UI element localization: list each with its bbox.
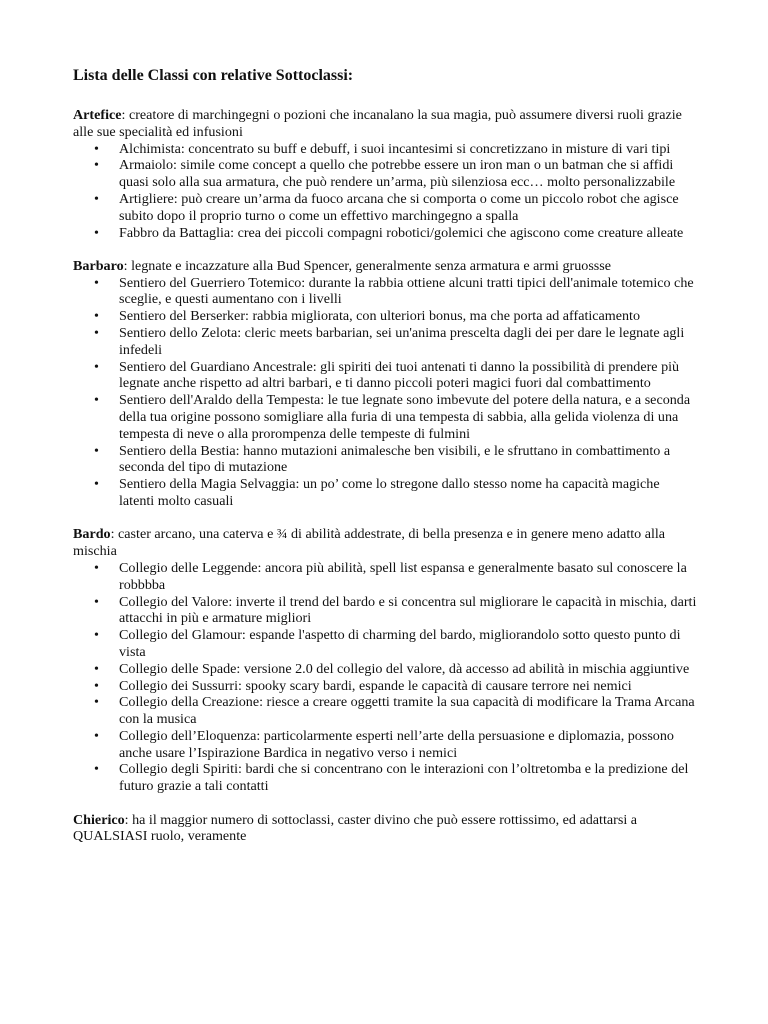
subclass-item (94, 660, 698, 678)
subclass-item (94, 476, 698, 510)
class-intro (73, 107, 698, 141)
bullet-icon: • (94, 593, 99, 610)
subclass-item (94, 190, 698, 225)
bullet-icon: • (94, 660, 99, 677)
subclass-item (94, 694, 698, 728)
subclass-item (94, 224, 698, 242)
bullet-icon: • (94, 727, 99, 744)
subclass-item (94, 325, 698, 359)
subclass-text: Artigliere: può creare un’arma da fuoco arcana che si comporta o come un piccolo robot che agisce subito dopo il proprio turno o come un effettivo marchingegno a spalla (119, 190, 679, 224)
bullet-icon: • (94, 358, 99, 375)
bullet-icon: • (94, 308, 99, 325)
subclass-item (94, 140, 698, 158)
class-section-chierico (73, 812, 698, 846)
bullet-icon: • (94, 392, 99, 409)
class-description: : legnate e incazzature alla Bud Spencer, generalmente senza armatura e armi gruossse (123, 257, 612, 274)
class-name: Artefice (73, 107, 122, 123)
bullet-icon: • (94, 224, 99, 241)
subclass-list (73, 560, 698, 795)
subclass-text: Armaiolo: simile come concept a quello che potrebbe essere un iron man o un batman che si affidi quasi solo alla sua armatura, che può rendere un’arma, più silenziosa ecc… molto personalizzabile (119, 157, 676, 191)
subclass-text: Sentiero dello Zelota: cleric meets barbarian, sei un'anima prescelta dagli dei per dare le legnate agli infedeli (119, 325, 685, 358)
class-intro (73, 812, 698, 846)
subclass-text: Sentiero della Magia Selvaggia: un po’ come lo stregone dallo stesso nome ha capacità magiche latenti molto casuali (119, 476, 660, 510)
class-intro (73, 526, 698, 560)
class-section-bardo (73, 526, 698, 795)
class-name: Bardo (73, 526, 111, 543)
subclass-text: Collegio delle Leggende: ancora più abilità, spell list espansa e generalmente basato sul conoscere la robbbba (119, 559, 687, 593)
subclass-text: Collegio degli Spiriti: bardi che si concentrano con le interazioni con l’oltretomba e la predizione del futuro grazie a tali contatti (119, 761, 689, 795)
bullet-icon: • (94, 140, 99, 157)
document-page (73, 66, 698, 862)
subclass-item (94, 627, 698, 661)
subclass-text: Sentiero del Guerriero Totemico: durante la rabbia ottiene alcuni tratti tipici dell'animale totemico che sceglie, e questi aumentano con i livelli (119, 274, 694, 308)
subclass-list (73, 275, 698, 510)
subclass-item (94, 593, 698, 628)
subclass-item (94, 761, 698, 795)
subclass-text: Collegio dell’Eloquenza: particolarmente esperti nell’arte della persuasione e diplomazia, possono anche usare l’Ispirazione Bardica in negativo verso i nemici (119, 727, 674, 761)
class-description: : creatore di marchingegni o pozioni che incanalano la sua magia, può assumere diversi ruoli grazie alle sue specialità ed infusioni (73, 107, 682, 140)
subclass-text: Sentiero del Guardiano Ancestrale: gli spiriti dei tuoi antenati ti danno la possibilità di prendere più legnate anche rispetto ad altri barbari, e ti danno piccoli poteri magici fuori dal combattimento (119, 358, 680, 392)
subclass-item (94, 677, 698, 695)
bullet-icon: • (94, 325, 99, 342)
subclass-item (94, 358, 698, 393)
subclass-item (94, 308, 698, 325)
subclass-item (94, 157, 698, 191)
subclass-list (73, 141, 698, 242)
class-description: : ha il maggior numero di sottoclassi, caster divino che può essere rottissimo, ed adattarsi a QUALSIASI ruolo, veramente (73, 811, 638, 845)
subclass-text: Collegio dei Sussurri: spooky scary bardi, espande le capacità di causare terrore nei nemici (119, 677, 632, 694)
bullet-icon: • (94, 476, 99, 493)
subclass-text: Fabbro da Battaglia: crea dei piccoli compagni robotici/golemici che agiscono come creature alleate (119, 224, 684, 241)
subclass-text: Sentiero della Bestia: hanno mutazioni animalesche ben visibili, e le sfruttano in combattimento a seconda del tipo di mutazione (119, 442, 671, 476)
bullet-icon: • (94, 694, 99, 711)
subclass-text: Collegio della Creazione: riesce a creare oggetti tramite la sua capacità di modificare la Trama Arcana con la musica (119, 694, 695, 728)
class-section-artefice (73, 107, 698, 241)
subclass-item (94, 727, 698, 762)
subclass-item (94, 559, 698, 594)
class-description: : caster arcano, una caterva e ¾ di abilità addestrate, di bella presenza e in genere meno adatto alla mischia (73, 526, 666, 560)
subclass-text: Alchimista: concentrato su buff e debuff, i suoi incantesimi si concretizzano in misture di vari tipi (119, 140, 671, 157)
bullet-icon: • (94, 677, 99, 694)
bullet-icon: • (94, 274, 99, 291)
bullet-icon: • (94, 627, 99, 644)
bullet-icon: • (94, 190, 99, 207)
class-intro (73, 258, 698, 275)
bullet-icon: • (94, 442, 99, 459)
subclass-text: Collegio delle Spade: versione 2.0 del collegio del valore, dà accesso ad abilità in mischia aggiuntive (119, 660, 690, 677)
document-title: Lista delle Classi con relative Sottoclassi: (73, 67, 354, 84)
bullet-icon: • (94, 559, 99, 576)
subclass-item (94, 442, 698, 477)
class-name: Chierico (73, 811, 125, 828)
bullet-icon: • (94, 157, 99, 174)
subclass-text: Collegio del Glamour: espande l'aspetto di charming del bardo, migliorandolo sotto questo punto di vista (119, 627, 681, 660)
subclass-text: Sentiero del Berserker: rabbia migliorata, con ulteriori bonus, ma che porta ad affaticamento (119, 308, 641, 325)
subclass-item (94, 392, 698, 442)
subclass-item (94, 274, 698, 309)
class-name: Barbaro (73, 257, 124, 274)
subclass-text: Collegio del Valore: inverte il trend del bardo e si concentra sul migliorare le capacità in mischia, darti attacchi in più e armature migliori (119, 593, 697, 627)
class-section-barbaro (73, 258, 698, 510)
bullet-icon: • (94, 761, 99, 778)
subclass-text: Sentiero dell'Araldo della Tempesta: le tue legnate sono imbevute del potere della natura, e a seconda della tua origine possono somigliare alla furia di una tempesta di sabbia, alla gelida violenza di una tempesta di neve o alla prorompenza delle tempeste di fulmini (119, 392, 691, 442)
